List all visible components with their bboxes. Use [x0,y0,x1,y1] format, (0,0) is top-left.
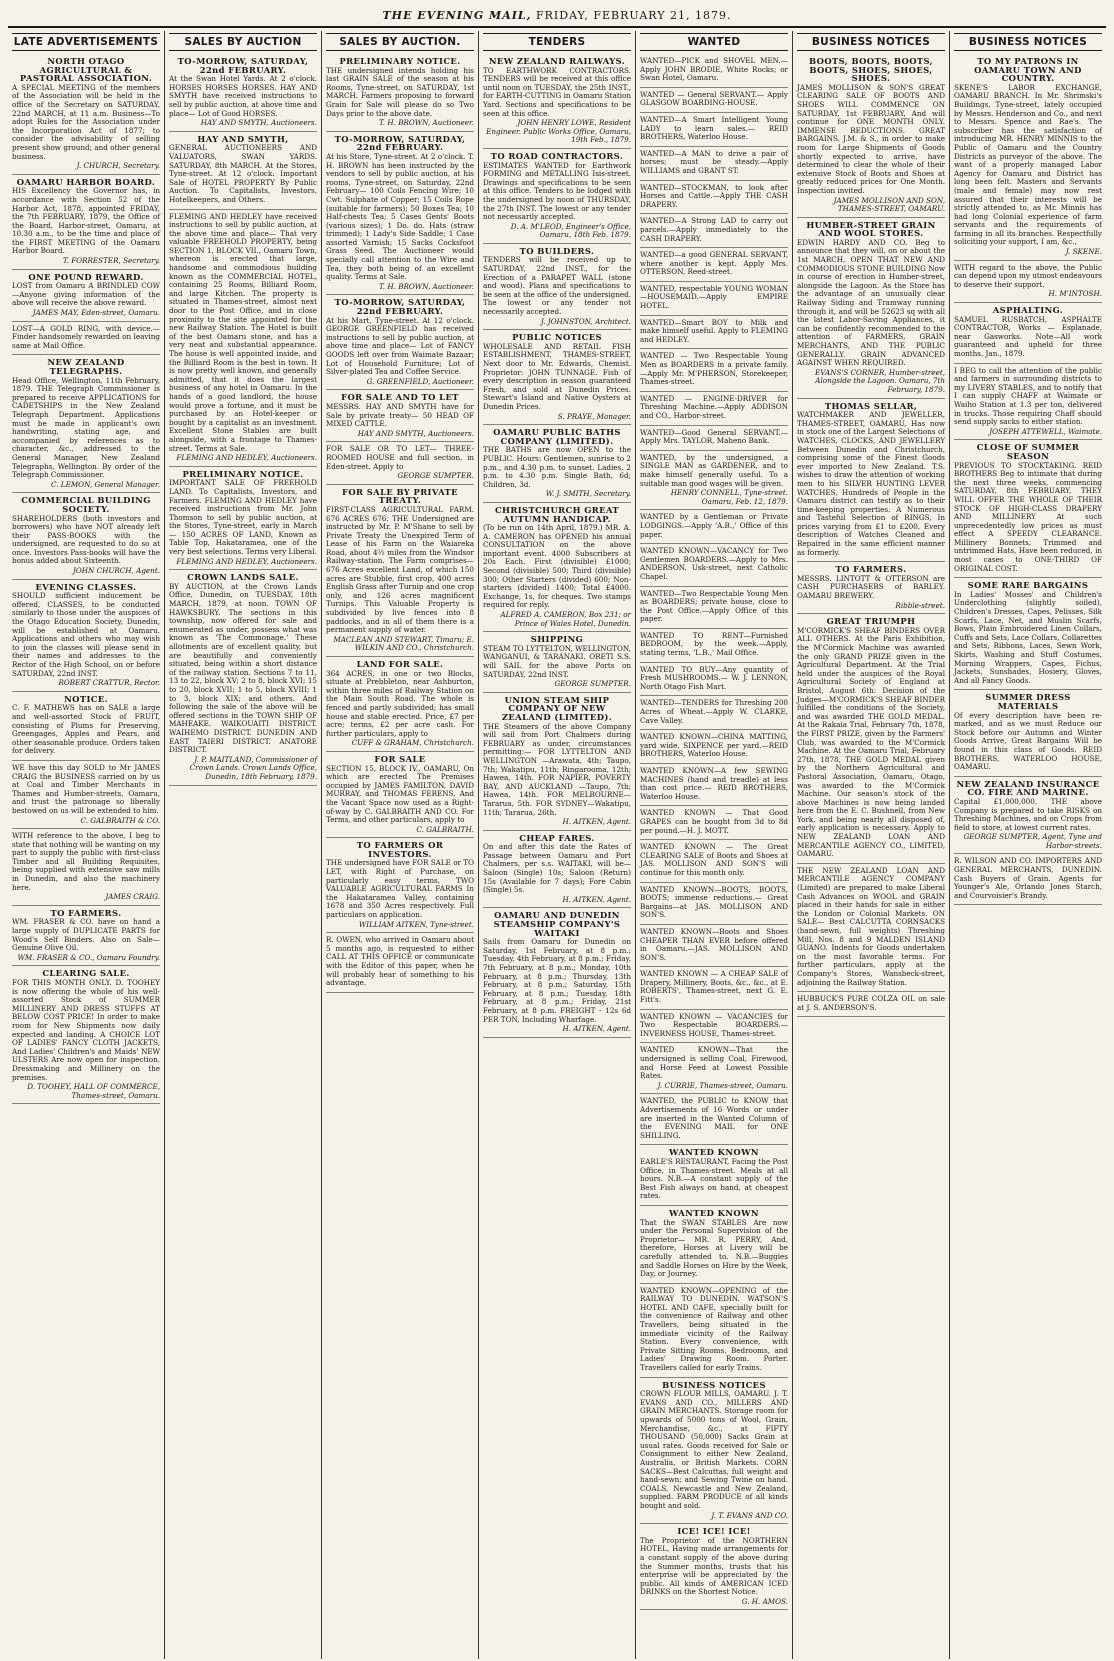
ad-body: WITH regard to the above, the Public can depend upon my utmost endeavours to deserve their support. [954,262,1102,289]
advertisement [483,54,631,149]
ad-heading: ASPHALTING. [992,305,1064,316]
ad-signature: T. FORRESTER, Secretary. [62,256,160,266]
ad-heading: CLEARING SALE. [42,968,130,979]
ad-heading: PUBLIC NOTICES [512,332,602,343]
ad-signature: WM. FRASER & CO., Oamaru Foundry. [17,952,160,962]
advertisement [12,906,160,967]
ad-body: WANTED—STOCKMAN, to look after Horses and Cattle.—Apply THE CASH DRAPERY. [640,182,788,209]
ad-heading: BUSINESS NOTICES [662,1379,766,1390]
advertisement [12,829,160,906]
ad-body: SAMUEL RUSBATCH, ASPHALTE CONTRACTOR, Works — Esplanade, near Gasworks. Note—All work guaranteed and upheld for three months. Jan., 1879. [954,314,1102,358]
ad-signature: JAMES CRAIG. [105,892,160,902]
column-3 [321,31,478,1659]
ad-body: Sails from Oamaru for Dunedin on Saturday, 1st February, at 8 p.m.; Tuesday, 4th February, at 8 p.m.; Friday, 7th February, at 8 p.m.; Monday, 10th February, at 8 p.m.; Thursday, 13th February, at 8 p.m.; Saturday, 15th February, at 8 p.m.; Tuesday, 18th February, at 8 p.m.; Friday, 21st February, at 8 p.m. FREIGHT - 12s 6d PER TON, Including Wharfage. [483,937,631,1024]
ad-body: At his Mart, Tyne-street. At 12 o'clock. GEORGE GREENFIELD has received instructions to sell by public auction, at above time and place— Lot of FANCY GOODS left over from Waimate Bazaar; Lot of Household Furniture; Lot of Silver-plated Tea and Coffee Service. [326,315,474,377]
advertisement [797,399,945,563]
ad-body: WANTED—A Strong LAD to carry out parcels.—Apply immediately to the CASH DRAPERY. [640,216,788,243]
ad-heading: COMMERCIAL BUILDING SOCIETY. [21,495,151,514]
ad-body: WANTED KNOWN—Boots and Shoes CHEAPER THAN EVER before offered in Oamaru.—JAS. MOLLISON AND SON'S. [640,926,788,962]
ad-body: BY AUCTION, at the Crown Lands Office, Dunedin, on TUESDAY, 18th MARCH, 1879, at noon. TOWN OF HAWKSBURY. The sections in this township, now offered for sale and enumerated as under, possess what was known as 'The Commonage.' These allotments are of excellent quality, but are beautifully and conveniently situated, being within a short distance of the railway station. Sections 7 to 11, 13 to 22, block XV; 2 to 8, block XVI; 15 to 20, block XVII; 1 to 5, block XVIII; 1 to 3, block XIX; and others. And following the sale of the above will be offered sections in the TOWN SHIP OF MAHEAKE. WAIKOUAITI DISTRICT. WAIHEMO DISTRICT. DUNEDIN AND EAST TAIERI DISTRICT. ANATORE DISTRICT. [169,581,317,755]
ad-body: R. WILSON AND CO. IMPORTERS AND GENERAL MERCHANTS, DUNEDIN. Cash Buyers of Grain. Agents for Younger's Ale, Orlando Jones Starch, and Courvoisier's Brandy. [954,856,1102,900]
advertisement [326,442,474,484]
ad-heading: TO FARMERS OR INVESTORS. [356,840,444,859]
advertisement [326,485,474,657]
ad-body: WANTED KNOWN—A few SEWING MACHINES (hand and treadle) at less than cost price.— REID BROTHERS, Waterloo House. [640,766,788,801]
advertisement [640,587,788,629]
column-4 [478,31,635,1659]
ad-body: SHAREHOLDERS (both investors and borrowers) who have NOT already left their PASS-BOOKS with the undersigned, are requested to do so at once. Investors Pass-books will have the bonus added about Sixteenth. [12,513,160,566]
ad-body: WANTED by a Gentleman or Private LODGINGS.—Apply 'A.B.,' Office of this paper. [640,512,788,539]
advertisement [326,838,474,933]
ad-heading: THOMAS SELLAR, [824,400,918,411]
ad-body: WANTED—Good General SERVANT.— Apply Mrs. TAYLOR, Maheno Bank. [640,427,788,446]
ad-signature: CUFF & GRAHAM, Christchurch. [351,738,474,748]
ad-signature: J. CURRIE, Thames-street, Oamaru. [657,1080,788,1090]
ad-body: HIS Excellency the Governor has, in accordance with Section 52 of the Harbor Act, 1878, appointed FRIDAY, the 7th FEBRUARY, 1879, the Office of the Board, Harbor-street, Oamaru, at 10.30 a.m., to be the time and place of the FIRST MEETING of the Oamaru Harbor Board. [12,186,160,256]
ad-signature: JOHN HENRY LOWE, Resident Engineer. Public Works Office, Oamaru, 19th Feb., 1879. [486,118,631,145]
advertisement [169,210,317,467]
ad-signature: EVANS'S CORNER, Humber-street, Alongside the Lagoon. Oamaru, 7th February, 1879. [815,367,945,394]
advertisement [169,570,317,785]
ad-body: I BEG to call the attention of the public and farmers in surrounding districts to my LIVERY STABLES, and to notify that I can supply CHAFF at Waimate or Waiho Station at 1.3 per ton, delivered in trucks. Those requiring Chaff should send supply sacks to either station. [954,365,1102,427]
ad-body: WANTED TO RENT—Furnished BEDROOM, by the week.—Apply, stating terms, 'L.B.,' Mail Office. [640,630,788,658]
advertisement [12,270,160,322]
advertisement [640,248,788,282]
ad-signature: MACLEAN AND STEWART, Timaru; E. WILKIN AND CO., Christchurch. [333,634,474,653]
ad-body: LOST from Oamaru A BRINDLED COW—Anyone giving information of the above will receive the above reward. [12,281,160,308]
advertisement [483,503,631,632]
advertisement [954,578,1102,690]
advertisement [954,854,1102,905]
advertisement [326,54,474,132]
ad-signature: J. JOHNSTON, Architect. [540,316,631,326]
ad-body: GENERAL AUCTIONEERS AND VALUATORS, SWAN YARDS. SATURDAY, 8th MARCH. At the Stores, Tyne-street. At 12 o'clock. Important Sale of HOTEL PROPERTY By Public Auction. To Capitalists, Investors, Hotelkeepers, and Others. [169,143,317,204]
ad-body: EDWIN HARDY AND CO. Beg to announce that they will, on or about the 1st MARCH, OPEN THAT NEW AND COMMODIOUS STONE BUILDING Now in course of erection in Humber-street, alongside the Lagoon. As the Store has the advantage of an unusually clear Railway Siding and Tramway running through it, and will be 52623 sq with all the latest Labor-Saving Appliances, it can be confidently recommended to the attention of FARMERS, GRAIN MERCHANTS, AND THE PUBLIC GENERALLY. GRAIN ADVANCED AGAINST WHEN REQUIRED. [797,237,945,368]
ad-heading: NORTH OTAGO AGRICULTURAL & PASTORAL ASSOCIATION. [19,56,153,84]
advertisement [12,175,160,270]
advertisement [640,967,788,1009]
ad-signature: G. H. AMOS. [741,1596,788,1606]
column-heading: TENDERS [483,33,631,51]
advertisement [640,663,788,697]
ad-signature: ALFRED A. CAMERON, Box 231; or Prince of Wales Hotel, Dunedin. [500,610,631,628]
ad-body: WHOLESALE AND RETAIL FISH ESTABLISHMENT, THAMES-STREET, Next door to Mr. Edwards, Chemist. Proprietor: JOHN TUNNAGE. Fish of every description in season guaranteed Fresh, and sold at Dunedin Prices. Stewart's Island and Native Oysters at Dunedin Prices. [483,341,631,411]
ad-heading: CHEAP FARES. [519,832,595,843]
ad-heading: FOR SALE [374,753,426,764]
ad-body: WANTED—Two Respectable Young Men as BOARDERS; private house, close to the Post Office.—Apply Office of this paper. [640,588,788,624]
advertisement [12,692,160,761]
ad-body: WANTED TO BUY—Any quantity of Fresh MUSHROOMS.— W. J. LENNON, North Otago Fish Mart. [640,664,788,691]
advertisement [640,696,788,730]
advertisement [12,355,160,493]
ad-heading: OAMARU HARBOR BOARD. [16,176,156,187]
ad-body: THE undersigned have FOR SALE or TO LET, with Right of Purchase, on particularly easy terms, TWO VALUABLE AGRICULTURAL FARMS In the Hakataramea Valley, containing 1678 and 350 Acres respectively. Full particulars on application. [326,858,474,920]
ad-body: TENDERS will be received up to SATURDAY, 22nd INST., for the Erection of a PARAPET WALL (stone and wood). Plans and specifications to be seen at the office of the undersigned. The lowest or any tender not necessarily accepted. [483,255,631,317]
ad-signature: GEORGE SUMPTER, Agent, Tyne and Harbor-streets. [963,832,1102,850]
ad-body: A SPECIAL MEETING of the members of the Association will be held in the office of the Secretary on SATURDAY, 22nd MARCH, at 11 a.m. Business—To adopt Rules for the Association under the Incorporation Act of 1877; to consider the advisability of selling present show ground; and other general business. [12,82,160,161]
advertisement [640,629,788,663]
ad-signature: D. A. M'LEOD, Engineer's Office, Oamaru, 18th Feb. 1879. [510,221,631,240]
ad-body: IMPORTANT SALE OF FREEHOLD LAND. To Capitalists, Investors, and Farmers. FLEMING AND HEDLEY have received instructions from Mr. John Thomson to sell by public auction, at the Stores, Tyne-street, early in March— 150 ACRES OF LAND, Known as Table Top, Hakataramea, one of the very best selections. Terms very Liberal. [169,478,317,557]
advertisement [640,1094,788,1145]
ad-body: MESSRS. HAY AND SMYTH have for Sale by private treaty— 50 HEAD OF MIXED CATTLE. [326,401,474,429]
ad-body: JAMES MOLLISON & SON'S GREAT CLEARING SALE OF BOOTS AND SHOES WILL COMMENCE ON SATURDAY, 1st FEBRUARY, And will continue for ONE MONTH ONLY. IMMENSE REDUCTIONS. GREAT BARGAINS. J.M. & S., in order to make room for Large Shipments of Goods shortly expected to arrive, have determined to clear the whole of their extensive Stock of Boots and Shoes at greatly reduced prices for One Month. Inspection invited. [797,82,945,195]
ad-signature: H. AITKEN, Agent. [562,817,631,827]
ad-heading: NEW ZEALAND INSURANCE CO. FIRE AND MARINE. [956,778,1100,798]
advertisement [640,282,788,316]
ad-heading: NOTICE. [64,693,108,704]
ad-heading: UNION STEAM SHIP COMPANY OF NEW ZEALAND (LIMITED). [501,694,613,722]
ad-signature: FLEMING AND HEDLEY, Auctioneers. [176,556,317,566]
ad-body: EARLE'S RESTAURANT, Facing the Post Office, in Thames-street. Meals at all hours. N.B.—A constant supply of the Best Fish always on hand, at cheapest rates. [640,1156,788,1201]
ad-body: WANTED KNOWN—CHINA MATTING, yard wide, SIXPENCE per yard.—REID BROTHERS, Waterloo House. [640,732,788,759]
advertisement [483,149,631,244]
ad-heading: FOR SALE BY PRIVATE TREATY. [342,486,458,506]
advertisement [483,244,631,330]
advertisement [797,992,945,1017]
ad-body: At his Store, Tyne-street. At 2 o'clock. T. H. BROWN has been instructed by the vendors to sell by public auction, at his rooms, Tyne-street, on Saturday, 22nd February— 100 Coils Fencing Wire; 10 Cwt. Sulphate of Copper; 15 Coils Rope (suitable for farmers); 50 Boxes Tea; 10 Half-chests Tea; 5 Cases Gents' Boots (various sizes); 1 Do. do. Hats (straw trimmed); 1 Lady's Side Saddle; 1 Case assorted Varnish; 15 Sacks Cocksfoot Grass Seed. The Auctioneer would specially call attention to the Wire and Tea, they both being of an excellent quality. Terms at Sale. [326,151,474,282]
ad-signature: ROBERT CRATTUR, Rector. [58,678,160,688]
ad-body: WANTED, by the undersigned, a SINGLE MAN as GARDENER, and to make himself generally useful. To a suitable man good wages will be given. [640,452,788,488]
ad-body: MESSRS. LINTOTT & OTTERSON are CASH PURCHASERS of BARLEY. OAMARU BREWERY. [797,573,945,601]
advertisement [797,562,945,614]
ad-body: WANTED KNOWN—VACANCY for Two Gentlemen BOARDERS.—Apply to Mrs. ANDERSON, Usk-street, next Catholic Chapel. [640,546,788,581]
ad-body: WM. FRASER & CO. have on hand a large supply of DUPLICATE PARTS for Wood's Self Binders. Also on Sale—Genuine Olive Oil. [12,917,160,953]
ad-heading: TO ROAD CONTRACTORS. [490,150,624,161]
ad-body: WE have this day SOLD to Mr JAMES CRAIG the BUSINESS carried on by us at Coal and Timber Merchants in Thames and Humber-streets, Oamaru, and trust the patronage so liberally bestowed on us will be extended to him. [12,762,160,815]
advertisement [12,322,160,356]
ad-signature: HAY AND SMYTH, Auctioneers. [200,118,317,128]
ad-heading: NEW ZEALAND TELEGRAPHS. [47,357,125,376]
ad-body: FOR SALE OR TO LET— THREE-ROOMED HOUSE and full section, in Eden-street. Apply to [326,444,474,471]
ad-heading: TO BUILDERS. [519,245,595,256]
ad-body: WANTED KNOWN — That Good GRAPES can be bought from 3d to 8d per pound.—H. J. MOTT. [640,808,788,835]
ad-body: The Proprietor of the NORTHERN HOTEL, Having made arrangements for a constant supply of the above during the Summer months, trusts that his enterprise will be appreciated by the public. All kinds of AMERICAN ICED DRINKS on the Shortest Notice. [640,1535,788,1597]
advertisement [326,295,474,390]
ad-body: WANTED KNOWN—OPENING of the RAILWAY TO DUNEDIN. WATSON'S HOTEL AND CAFE, specially built for the convenience of Railway and other Travellers, being situated in the immediate vicinity of the Railway Station. Every convenience, with Private Sitting Rooms, Bedrooms, and Ladies' Drawing Room. Porter. Travellers called for early Trains. [640,1285,788,1373]
ad-body: WANTED—a good GENERAL SERVANT, where another is kept. Apply Mrs. OTTERSON, Reed-street. [640,250,788,277]
ad-signature: HENRY CONNELL, Tyne-street. Oamaru, Feb. 12, 1879. [670,488,788,506]
ad-body: FLEMING AND HEDLEY have received instructions to sell by public auction, at the above time and place— That very valuable FREEHOLD PROPERTY, being SECTION 1, BLOCK VII., Oamaru Town, whereon is erected that large, handsome and commodious building known as the COMMERCIAL HOTEL, containing 25 Rooms, Billiard Room, and large Kitchen. The property is situated in Thames-street, almost next door to the Post Office, and in close proximity to the site appointed for the new Railway Station. The Hotel is built of the best Oamaru stone, and has a very neat and substantial appearance. The house is well appointed inside, and the Billiard Room is the best in town. It is now pretty well known, and generally admitted, that it does the largest business of any hotel in Oamaru. In the hands of a good landlord, the house would prove a fortune, and it must be purchased by an Hotel-keeper or bought by a capitalist as an investment. Excellent Stone Stables are built alongside, with a frontage to Thames-street. Terms at Sale. [169,211,317,453]
ad-body: WANTED — General SERVANT.— Apply GLASGOW BOARDING-HOUSE. [640,89,788,108]
ad-body: STEAM TO LYTTELTON, WELLINGTON, WANGANUI, & TARANAKI. ORETI S.S. will SAIL for the above Ports on SATURDAY, 22nd INST. [483,643,631,679]
advertisement [640,1145,788,1206]
ad-signature: D. TOOHEY, HALL OF COMMERCE, Thames-street, Oamaru. [27,1082,160,1100]
ad-body: Of every description have been re-marked, and as we must Reduce our Stock before our Autumn and Winter Goods Arrive, Great Bargains Will be found in this class of Goods. REID BROTHERS, WATERLOO HOUSE, OAMARU. [954,710,1102,772]
ad-body: That the SWAN STABLES Are now under the Personal Supervision of the Proprietor— MR. R. PERRY, And, therefore, Horses at Livery will be carefully attended to. N.B.—Buggies and Saddle Horses on Hire by the Week, Day, or Journey. [640,1217,788,1279]
ad-body: WANTED KNOWN—That the undersigned is selling Coal, Firewood, and Horse Feed at Lowest Possible Rates. [640,1045,788,1081]
advertisement [640,181,788,215]
column-7 [949,31,1106,1659]
advertisement [640,883,788,925]
ad-heading: FOR SALE AND TO LET [341,392,459,403]
ad-body: M'CORMICK'S SHEAF BINDERS OVER ALL OTHERS. At the Paris Exhibition, the M'Cormick Machine was awarded the only GRAND PRIZE given in the Agricultural Department. At the Trial held under the auspices of the Royal Agricultural Society of England at Bristol, August 6th: Decision of the Judges—M'CORMICK'S SHEAF BINDER fulfilled the conditions of the Society, and was awarded THE GOLD MEDAL. At the Rakaia Trial, February 7th, 1878, the FIRST PRIZE, given by the Farmers' Club, was awarded to the M'Cormick Machine. At the Oamaru Trial, February 27th, 1878, THE GOLD MEDAL given by the Northern Agricultural and Pastoral Association, Oamaru, Otago, was awarded to the M'Cormick Machine. Our season's stock of the above Machines is now being landed here from the E. C. Bushnell, from New York, and being nearly all disposed of, early application is necessary. Apply to NEW ZEALAND LOAN AND MERCANTILE AGENCY CO., LIMITED, OAMARU. [797,625,945,859]
ad-signature: J. T. EVANS AND CO. [711,1510,788,1520]
ad-body: FOR THIS MONTH ONLY. D. TOOHEY is now offering the whole of his well-assorted Stock of SUMMER MILLINERY AND DRESS STUFFS AT BELOW COST PRICE! In order to make room for New Shipments now daily expected and landing. A CHOICE LOT OF LADIES' FANCY CLOTH JACKETS, And Ladies' Children's and Maids' NEW ULSTERS Are now open for inspection. Dressmaking and Millinery on the premises. [12,978,160,1082]
column-heading: LATE ADVERTISEMENTS [12,33,160,51]
ad-signature: G. GREENFIELD, Auctioneer. [366,376,474,386]
ad-heading: CHRISTCHURCH GREAT AUTUMN HANDICAP. [494,504,620,524]
advertisement [640,1378,788,1525]
advertisement [483,831,631,909]
ad-body: WANTED KNOWN—BOOTS, BOOTS, BOOTS; immense reductions.— Great Bargains—at JAS. MOLLISON AND SON'S. [640,884,788,920]
ad-heading: LAND FOR SALE. [356,659,444,669]
advertisement [169,467,317,571]
ad-heading: TO-MORROW, SATURDAY, 22nd FEBRUARY. [177,56,309,75]
masthead-title: THE EVENING MAIL, [382,9,532,22]
ad-body: THE undersigned intends holding his last GRAIN SALE of the season at his Rooms, Tyne-street, on SATURDAY, 1st MARCH. Farmers proposing to forward Grain for Sale will please do so Two Days prior to the above date. [326,65,474,118]
advertisement [640,1043,788,1094]
column-heading: BUSINESS NOTICES [797,33,945,51]
ad-signature: T. H. BROWN, Auctioneer. [379,118,474,128]
advertisement [640,764,788,806]
ad-body: THE Steamers of the above Company will sail from Port Chalmers during FEBRUARY as under, circumstances permitting:— FOR LYTTELTON AND WELLINGTON —Arawata, 4th; Taupo, 7th; Wakatipu, 11th; Ringarooma, 12th; Hawea, 14th. FOR NAPIER, POVERTY BAY, AND AUCKLAND —Taupo, 7th; Hawea, 14th. FOR MELBOURNE—Tararua, 5th. FOR SYDNEY—Wakatipu, 11th; Tararua, 26th. [483,721,631,817]
advertisement [483,425,631,503]
ad-heading: PRELIMINARY NOTICE. [182,468,304,479]
advertisement [640,1010,788,1044]
advertisement [797,614,945,864]
ad-body: WATCHMAKER AND JEWELLER, THAMES-STREET, OAMARU, Has now in stock one of the Largest Selections of WATCHES, CLOCKS, AND JEWELLERY Between Dunedin and Christchurch, comprising some of the Finest Goods ever imported to New Zealand. T.S. wishes to draw the attention of working men to his SILVER HUNTING LEVER WATCHES, Hundreds of People in the Oamaru district can testify as to their time-keeping properties. A Numerous and Tasteful Selection of RINGS, In prices varying from £1 to £200. Every description of Watches Cleaned and Repaired in the same efficient manner as formerly. [797,410,945,557]
advertisement [797,218,945,399]
ad-body: LOST—A GOLD RING, with device.—Finder handsomely rewarded on leaving same at Mail Office. [12,323,160,350]
advertisement [954,54,1102,261]
ad-signature: H. AITKEN, Agent. [562,894,631,904]
ad-body: WANTED — ENGINE-DRIVER for Threshing Machine.—Apply ADDISON and CO., Harbor-street. [640,393,788,420]
ad-body: (To be run on 14th April, 1879.) MR. A. A. CAMERON has OPENED his annual CONSULTATION on the above important event. 4000 Subscribers at 20s Each. First (divisible) £1000; Second (divisible) 500; Third (divisible) 300; Other Starters (divided) 600; Non-starters (divided) 1400; Total £4000. Exchange, 1s, for cheques. Two stamps required for reply. [483,523,631,610]
advertisement [640,510,788,544]
ad-body: WANTED—A Smart Intelligent Young LADY to learn sales.— REID BROTHERS, Waterloo House. [640,114,788,142]
ad-signature: JAMES MAY, Eden-street, Oamaru. [32,308,160,318]
ad-heading: SOME RARE BARGAINS [967,580,1089,591]
advertisement [483,908,631,1037]
advertisement [12,580,160,692]
ad-signature: JOSEPH ATTEWELL, Waimate. [989,426,1102,436]
masthead-date: FRIDAY, FEBRUARY 21, 1879. [535,9,732,22]
ad-heading: OAMARU PUBLIC BATHS COMPANY (LIMITED). [493,427,621,446]
column-heading: SALES BY AUCTION [169,33,317,51]
advertisement [640,88,788,113]
ad-signature: FLEMING AND HEDLEY, Auctioneers. [176,453,317,463]
advertisement [326,390,474,442]
ad-body: WANTED—TENDERS for Threshing 200 Acres of Wheat.—Apply W. CLARKE, Cave Valley. [640,698,788,725]
ad-body: WANTED—Smart BOY to Milk and make himself useful. Apply to FLEMING and HEDLEY. [640,317,788,344]
ad-heading: OAMARU AND DUNEDIN STEAMSHIP COMPANY'S WAITAKI [493,910,621,938]
ad-body: Head Office, Wellington, 11th February, 1879. THE Telegraph Commissioner is prepared to receive APPLICATIONS for CADETSHIPS in the New Zealand Telegraph Department. Applications must be made in applicant's own handwriting, stating age, and accompanied by references as to character, &c., addressed to the General Manager, New Zealand Telegraphs, Wellington. By order of the Telegraph Commissioner. [12,375,160,480]
ad-body: SKENE'S LABOR EXCHANGE, OAMARU BRANCH. In Mr. Shrimski's Buildings, Tyne-street, lately occupied by Messrs. Henderson and Co., and next to Messrs. Spence and Rae's. The subscriber has the satisfaction of introducing MR. HENRY MINNIS to the Public of Oamaru and the Country Districts as purveyor of the above. The want of a properly managed Labor Agency for Oamaru and District has long been felt. Masters and Servants (male and female) may now rest assured that their interests will be strictly attended to, as Mr. Minnis has had long Colonial experience of farm servants and the requirements of farming in all its branches. Respectfully soliciting your support, I am, &c., [954,82,1102,247]
masthead [8,6,1106,28]
advertisement [12,966,160,1104]
advertisement [326,933,474,993]
ad-heading: GREAT TRIUMPH [826,616,916,627]
ad-body: On and after this date the Rates of Passage between Oamaru and Port Chalmers, per s.s. WAITAKI, will be— Saloon (Single) 10s; Saloon (Return) 15s (Available for 7 days); Fore Cabin (Single) 5s. [483,842,631,895]
column-2 [164,31,321,1659]
ad-heading: TO FARMERS. [835,564,907,575]
ad-heading: CLOSE OF SUMMER SEASON [976,442,1080,461]
column-5 [635,31,792,1659]
ad-body: THE BATHS are now OPEN to the PUBLIC. Hours: Gentlemen, sunrise to 2 p.m., and 4.30 p.m. to sunset. Ladies, 2 p.m. to 4.30 p.m. Single Bath, 6d; Children, 3d. [483,445,631,489]
ad-signature: GEORGE SUMPTER. [554,679,631,689]
advertisement [640,316,788,350]
ad-body: R. OWEN, who arrived in Oamaru about 5 months ago, is requested to either CALL AT THIS OFFICE or communicate with the Editor of this paper, when he will probably hear of something to his advantage. [326,935,474,988]
advertisement [797,864,945,992]
advertisement [169,132,317,210]
ad-body: CROWN FLOUR MILLS, OAMARU. J. T. EVANS AND CO., MILLERS AND GRAIN MERCHANTS. Storage room for upwards of 5000 tons of Wool, Grain, Merchandise, &c., at FIFTY THOUSAND (50,000) Sacks Grain at usual rates. Goods received for Sale or Consignment to either New Zealand, Australia, or British Markets. CORN SACKS—Best Calcuttas, full weight and hand-sewn; and Sewing Twine on hand. COALS, Newcastle and New Zealand, supplied. FARM PRODUCE of all kinds bought and sold. [640,1389,788,1510]
column-heading: SALES BY AUCTION. [326,33,474,51]
ad-signature: GEORGE SUMPTER. [397,471,474,481]
ad-body: WANTED — Two Respectable Young Men as BOARDERS in a private family.—Apply Mr. M'PHERSON, Storekeeper, Thames-street. [640,351,788,387]
ad-signature: J. SKENE. [1065,247,1102,257]
ad-body: SECTION 15, BLOCK IV., OAMARU, On which are erected The Premises occupied by JAMES FAMILTON, DAVID MURRAY, and THOMAS FERENS, And the Vacant Space now used as a Right-of-way by C. GALBRAITH AND CO. For Terms, and other particulars, apply to [326,763,474,825]
ad-heading: ICE! ICE! ICE! [677,1526,751,1537]
ad-body: WANTED KNOWN — VACANCIES for Two Respectable BOARDERS.— INVERNESS HOUSE, Thames-street. [640,1011,788,1038]
advertisement [640,451,788,511]
ad-body: WANTED—A MAN to drive a pair of horses; must be steady.—Apply WILLIAMS and GRANT ST. [640,148,788,175]
advertisement [640,840,788,882]
ad-body: HUBBUCK'S PURE COLZA OIL on sale at J. S. ANDERSON'S. [797,994,945,1012]
ad-signature: H. M'INTOSH. [1048,289,1102,299]
ad-heading: WANTED KNOWN [669,1147,759,1158]
advertisement [640,806,788,840]
advertisement [954,303,1102,364]
ad-body: ESTIMATES WANTED for Earthwork FORMING and METALLING Isis-street. Drawings and specifications to be seen at this office. Tenders to be lodged with the undersigned by noon of THURSDAY, the 27th INST. The lowest or any tender not necessarily accepted. [483,160,631,222]
ad-body: THE NEW ZEALAND LOAN AND MERCANTILE AGENCY COMPANY (Limited) are prepared to make Liberal Cash Advances on WOOL and GRAIN placed in their hands for sale in either the London or Colonial Markets. ON SALE— Best CALCUTTA CORNSACKS (hand-sewn, full weights) Threshing Mill, Nos. 8 and 9 MALDEN ISLAND GUANO. Indents for Goods undertaken on the most favorable terms. For further particulars, apply at the Company's Stores, Wansbeck-street, adjoining the Railway Station. [797,865,945,987]
ad-body: FIRST-CLASS AGRICULTURAL FARM. 676 ACRES 676. THE Undersigned are instructed by Mr. P. M'Shane to sell by Private Treaty the Unexpired Term of Lease of his Farm on the Waiareka Road, about 4½ miles from the Windsor Railway-station. The Farm comprises— 676 Acres excellent Land, of which 150 acres are Stubble, first crop, 400 acres English Grass after Turnip and one crop only, and 126 acres magnificent Turnips. This Valuable Property is subdivided by live fences into 8 paddocks, and in all of them there is a permanent supply of water. [326,504,474,635]
column-heading: BUSINESS NOTICES [954,33,1102,51]
ad-heading: HAY AND SMYTH, [197,133,289,144]
ad-body: WANTED, respectable YOUNG WOMAN—HOUSEMAID.—Apply EMPIRE HOTEL. [640,283,788,311]
ad-heading: SHIPPING [530,634,584,645]
advertisement [326,657,474,752]
ad-body: In Ladies' Mosses' and Children's Underclothing (slightly soiled), Children's Dresses, Capes, Pelisses, Silk Scarfs, Lace, Net, and Muslin Scarfs, Bows, Plain Embroidered Linen Collars, Cuffs and Sets, Lace Collars, Collarettes and Sets, Ribbons, Laces, Sewn Work, Skirts, Washing and Stuff Costumes, Morning Wrappers, Capes, Fichus, Jackets, Sunshades, Hosiery, Gloves, And all Fancy Goods. [954,589,1102,685]
advertisement [954,440,1102,578]
advertisement [169,54,317,132]
advertisement [640,1206,788,1284]
ad-signature: JAMES MOLLISON AND SON, THAMES-STREET, OAMARU. [833,195,945,214]
ad-body: SHOULD sufficient inducement be offered, CLASSES, to be conducted similarly to those under the auspices of the Otago Education Society, Dunedin, will be established at Oamaru. Applications and others who may wish to join the classes will please send in their names and addresses to the Rector of the High School, on or before SATURDAY, 22nd INST. [12,591,160,678]
advertisement [954,690,1102,776]
ad-heading: BOOTS, BOOTS, BOOTS, BOOTS, SHOES, SHOES, SHOES. [809,56,933,84]
ad-body: 364 ACRES, in one or two Blocks, situate at Prebbleton, near Ashburton, within three miles of Railway Station on the Main South Road. The whole is fenced and partly subdivided; has small house and stable erected. Price, £7 per acre; terms, £2 per acre cash. For further particulars, apply to [326,668,474,738]
column-6 [792,31,949,1659]
ad-body: Capital £1,000,000. THE above Company is prepared to take RISKS on Threshing Machines, and on Crops from field to store, at lowest current rates. [954,796,1102,832]
ad-signature: WILLIAM AITKEN, Tyne-street. [358,919,474,929]
advertisement [640,1524,788,1610]
advertisement [483,693,631,831]
advertisement [640,730,788,764]
advertisement [640,426,788,451]
ad-body: WANTED KNOWN — A CHEAP SALE of Drapery, Millinery, Boots, &c., &c., at E. ROBERTS', Thames-street, next G. E. Fitt's. [640,969,788,1005]
ad-signature: C. LEMON, General Manager. [50,479,160,489]
ad-heading: TO-MORROW, SATURDAY, 22nd FEBRUARY. [334,133,466,153]
advertisement [640,1284,788,1378]
advertisement [12,54,160,175]
advertisement [326,132,474,296]
column-1 [8,31,164,1659]
advertisement [640,54,788,88]
ad-signature: T. H. BROWN, Auctioneer. [379,281,474,291]
ad-heading: HUMBER-STREET GRAIN AND WOOL STORES. [806,219,936,239]
ad-signature: S. PRAYE, Manager. [557,411,631,421]
advertisement [954,261,1102,303]
advertisement [640,214,788,248]
ad-signature: C. GALBRAITH. [416,824,474,834]
ad-signature: J. P. MAITLAND, Commissioner of Crown Lands. Crown Lands Office, Dunedin, 18th February, 1879. [189,754,317,781]
advertisement [640,544,788,586]
advertisement [483,330,631,425]
ad-heading: SUMMER DRESS MATERIALS [985,692,1071,711]
advertisement [326,752,474,838]
ad-body: WANTED, the PUBLIC to KNOW that Advertisements of 16 Words or under are inserted in the Wanted Column of the EVENING MAIL for ONE SHILLING. [640,1096,788,1140]
advertisement [640,147,788,181]
ad-signature: C. GALBRAITH & CO. [80,815,160,825]
ad-heading: ONE POUND REWARD. [28,271,144,282]
ad-body: At the Swan Hotel Yards. At 2 o'clock. HORSES HORSES HORSES. HAY AND SMYTH have received instructions to sell by public auction, at above time and place— Lot of Good HORSES. [169,74,317,118]
ad-heading: PRELIMINARY NOTICE. [339,56,461,66]
ad-signature: JOHN CHURCH, Agent. [72,566,160,576]
ad-signature: J. CHURCH, Secretary. [76,161,160,171]
ad-heading: NEW ZEALAND RAILWAYS. [488,56,626,66]
advertisement [640,925,788,967]
ad-heading: TO-MORROW, SATURDAY, 22nd FEBRUARY. [334,297,466,317]
ad-signature: W. J. SMITH, Secretary. [545,489,631,499]
ad-body: PREVIOUS TO STOCKTAKING. REID BROTHERS Beg to intimate that during the next three weeks, commencing SATURDAY, 8th FEBRUARY, THEY WILL OFFER THE WHOLE OF THEIR STOCK OF HIGH-CLASS DRAPERY AND MILLINERY At such unprecedentedly low prices as must effect A SPEEDY CLEARANCE. Millinery Bonnets, Trimmed and untrimmed Hats, Have been reduced, in most cases to ONE-THIRD OF ORIGINAL COST. [954,460,1102,573]
ad-heading: TO FARMERS. [50,907,122,918]
advertisement [954,777,1102,855]
ad-heading: TO MY PATRONS IN OAMARU TOWN AND COUNTRY. [974,56,1082,84]
advertisement [640,349,788,391]
column-heading: WANTED [640,33,788,51]
ad-heading: EVENING CLASSES. [35,581,137,592]
advertisement [640,113,788,147]
advertisement [954,364,1102,441]
ad-heading: WANTED KNOWN [669,1207,759,1218]
ad-body: C. F. MATHEWS has on SALE a large and well-assorted Stock of FRUIT, consisting of Plums for Preserving, Greengages, Apples and Pears, and other seasonable produce. Orders taken for delivery. [12,703,160,756]
advertisement [12,493,160,579]
advertisement [797,54,945,218]
ad-heading: CROWN LANDS SALE. [187,572,299,583]
ad-body: WITH reference to the above, I beg to state that nothing will be wanting on my part to supply the public with first-class Timber and all Building Requisites, being supplied with extensive saw mills in Dunedin, and also the machinery here. [12,831,160,892]
columns-container [8,31,1106,1659]
advertisement [483,632,631,693]
ad-signature: HAY AND SMYTH, Auctioneers. [357,428,474,438]
advertisement [640,392,788,426]
ad-body: WANTED KNOWN — The Great CLEARING SALE of Boots and Shoes at JAS. MOLLISON AND SON'S will continue for this month only. [640,842,788,877]
ad-body: TO EARTHWORK CONTRACTORS. TENDERS will be received at this office until noon on TUESDAY, the 25th INST., for EARTH-CUTTING in Oamaru Station Yard. Sections and specifications to be seen at this office. [483,65,631,118]
advertisement [12,761,160,829]
ad-signature: H. AITKEN, Agent. [562,1024,631,1034]
ad-signature: Ribble-street. [895,600,945,610]
ad-body: WANTED—PICK and SHOVEL MEN.—Apply JOHN BRODIE, White Rocks; or Swan Hotel, Oamaru. [640,56,788,83]
